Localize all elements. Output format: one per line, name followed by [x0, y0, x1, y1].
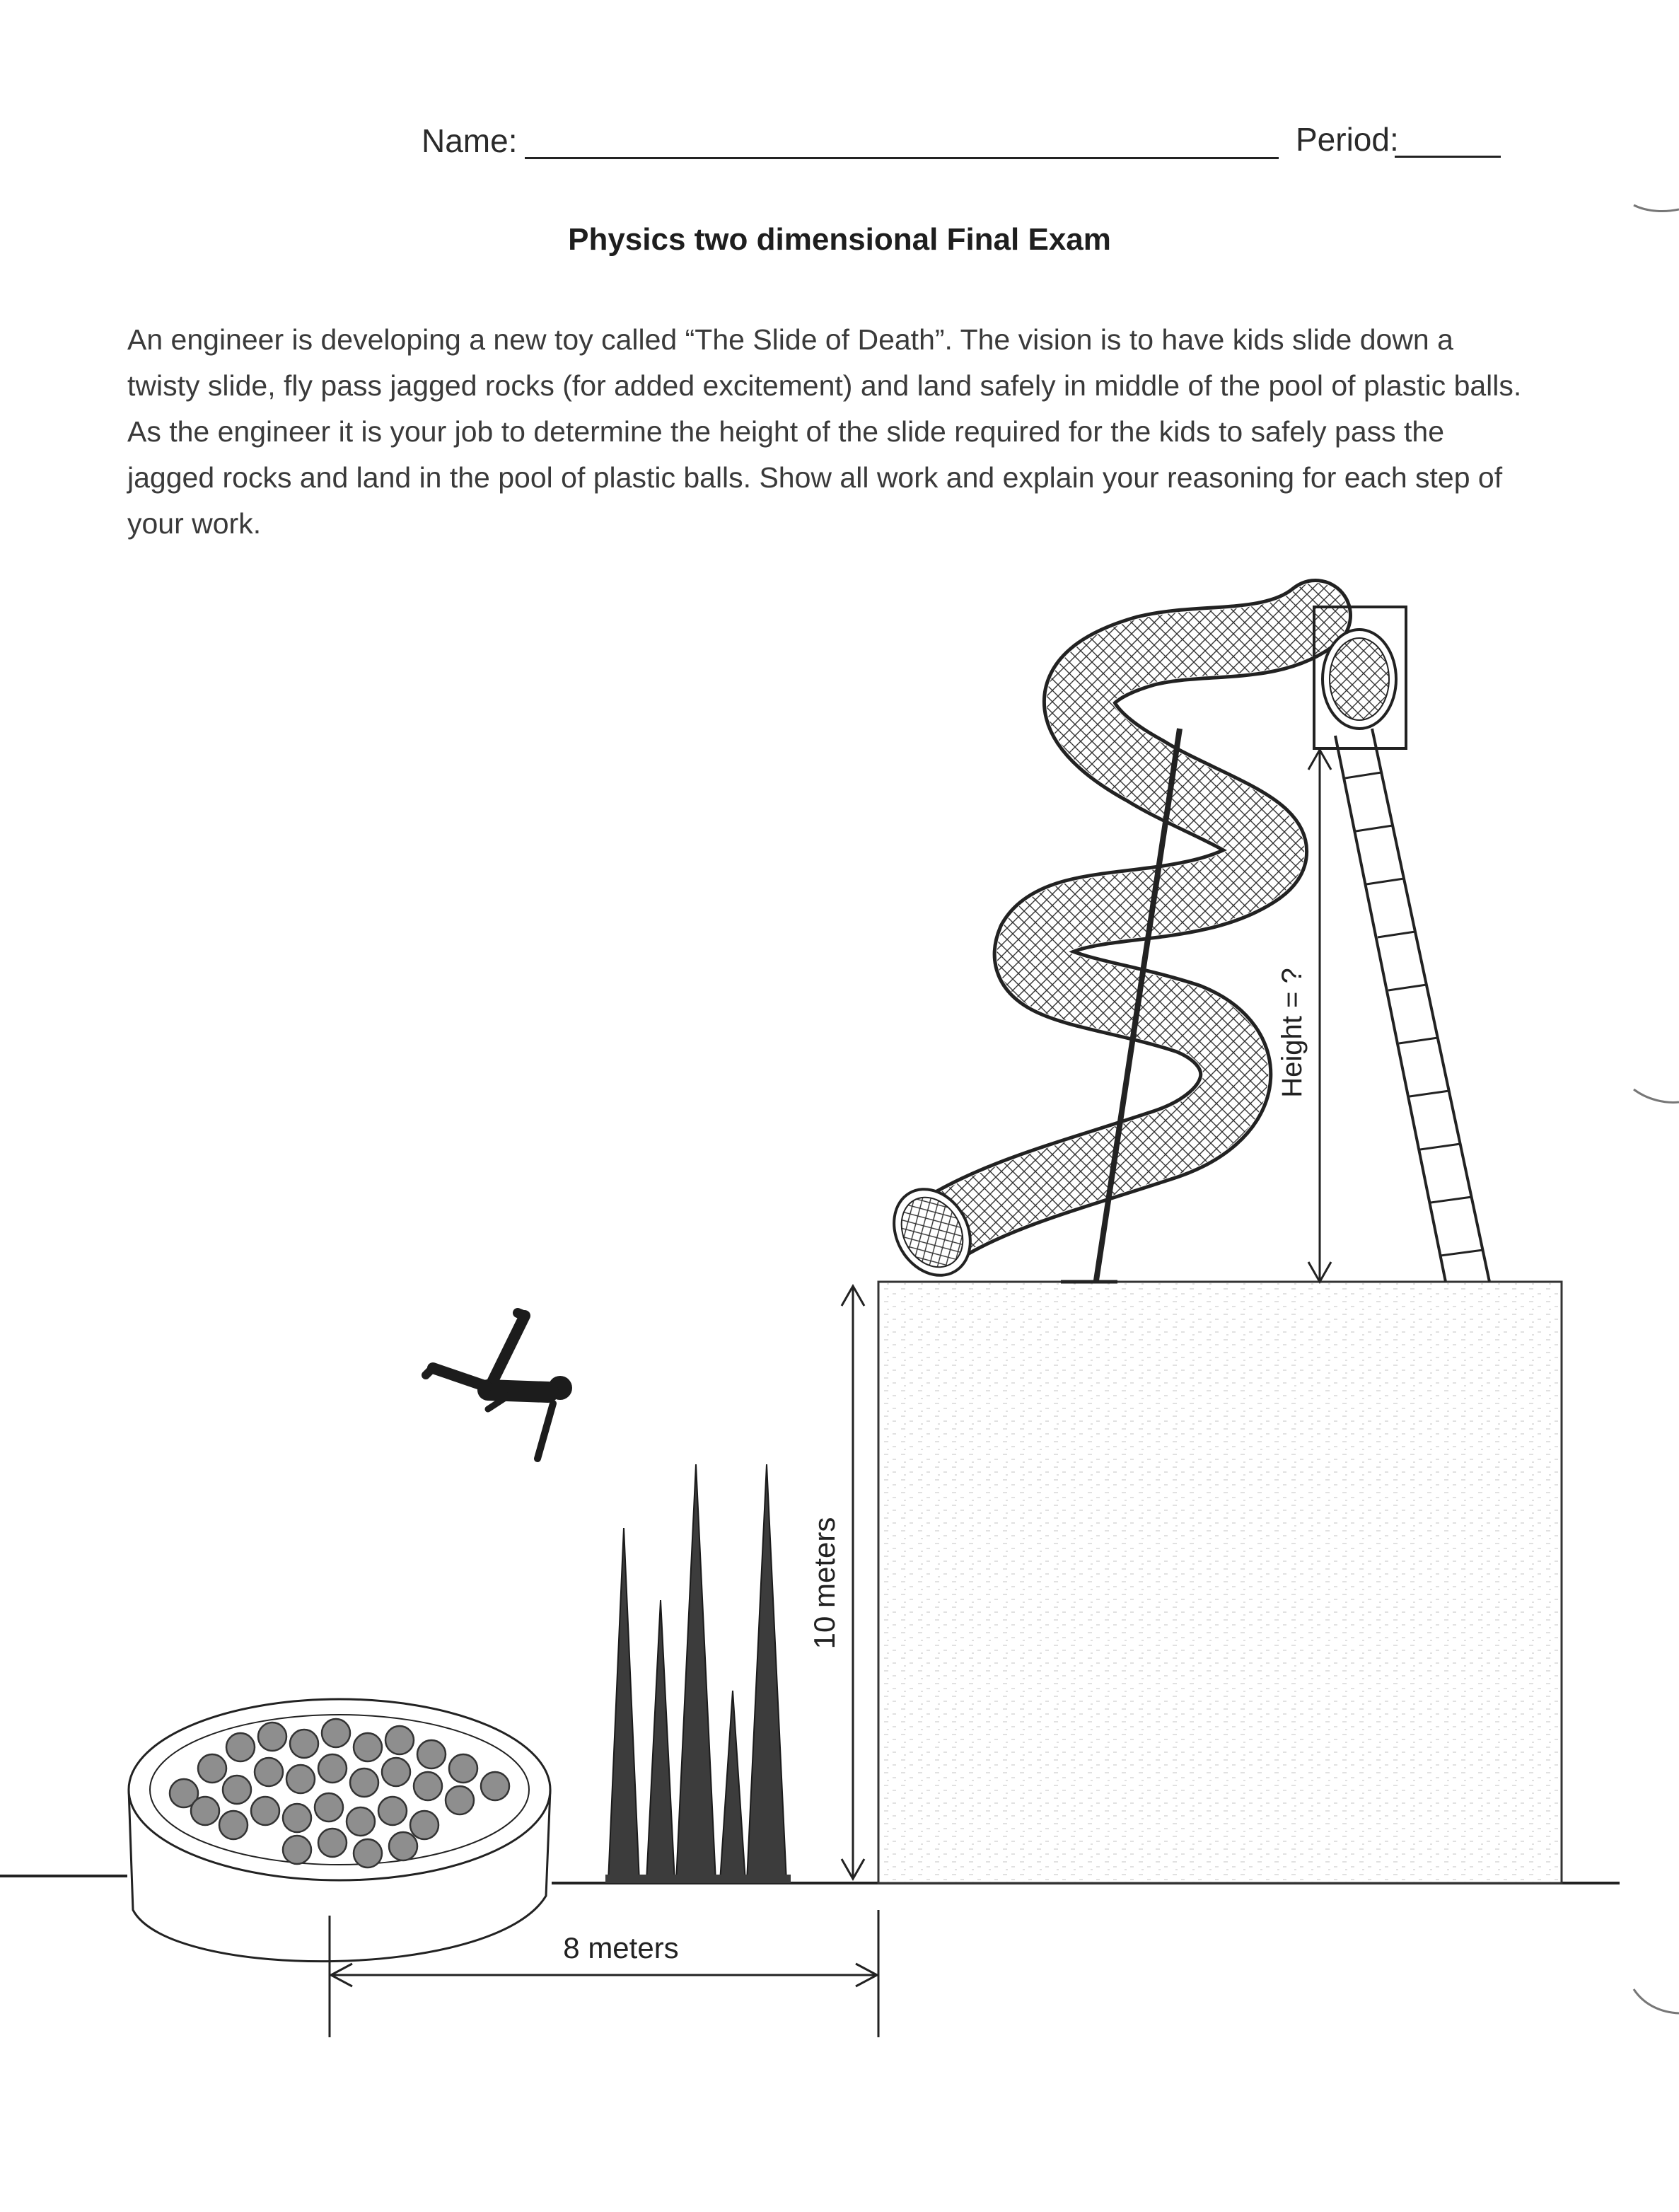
- platform-block: [878, 1282, 1562, 1883]
- slide-height-dimension: [1308, 750, 1331, 1282]
- spiral-slide: [879, 607, 1406, 1289]
- horizontal-distance-label: 8 meters: [563, 1931, 679, 1964]
- period-label: Period:: [1296, 121, 1399, 158]
- ladder-rungs: [1345, 772, 1483, 1256]
- platform-height-dimension: [842, 1286, 864, 1879]
- problem-statement: An engineer is developing a new toy called “The Slide of Death”. The vision is to have kids slide down a twisty slide, fly pass jagged rocks (for added excitement) and land safely in middle of the pool of plastic balls. As the engineer it is your job to determine the height of the slide required for the kids to safely pass the jagged rocks and land in the pool of plastic balls. Show all work and explain your reasoning for each step of your work.: [127, 323, 1522, 540]
- jagged-rocks: [605, 1464, 791, 1883]
- flying-kid-silhouette: [426, 1313, 572, 1459]
- name-label: Name:: [422, 122, 518, 159]
- page-edge-marks: [1634, 205, 1679, 2013]
- platform-height-label: 10 meters: [808, 1517, 841, 1650]
- slide-height-label: Height = ?: [1277, 968, 1308, 1098]
- ladder: [1335, 729, 1489, 1282]
- page-title: Physics two dimensional Final Exam: [568, 222, 1111, 257]
